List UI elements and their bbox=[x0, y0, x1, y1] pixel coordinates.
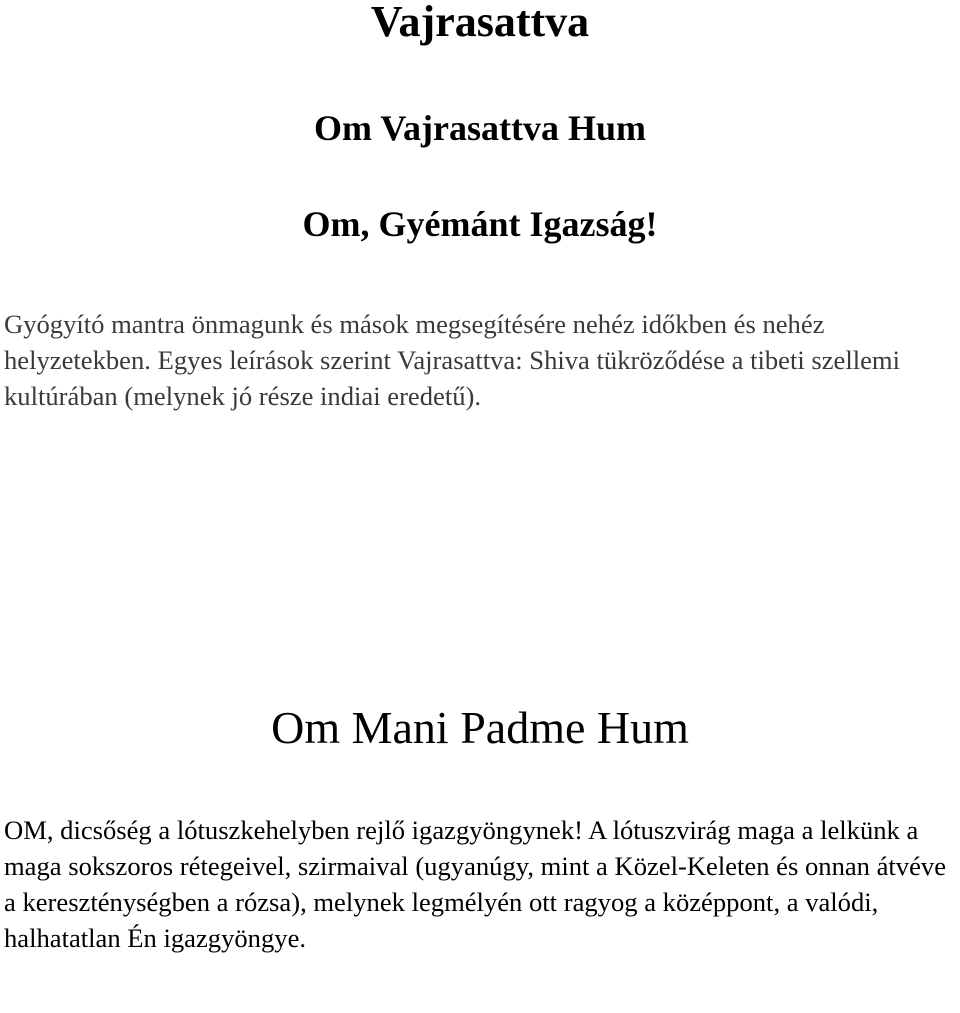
section-title: Om Mani Padme Hum bbox=[271, 702, 689, 753]
mantra-heading: Om Vajrasattva Hum bbox=[314, 108, 646, 148]
section-paragraph: OM, dicsőség a lótuszkehelyben rejlő igazgyöngynek! A lótuszvirág maga a lelkünk a maga sokszoros rétegeivel, szirmaival (ugyanúgy, mint a Közel-Keleten és onnan átvéve a kereszténységben a rózsa), melynek legmélyén ott ragyog a középpont, a valódi, halhatatlan Én igazgyöngye. bbox=[4, 815, 947, 953]
page-title: Vajrasattva bbox=[370, 0, 590, 46]
description-paragraph: Gyógyító mantra önmagunk és mások megsegítésére nehéz időkben és nehéz helyzetekben. Egyes leírások szerint Vajrasattva: Shiva tükröződése a tibeti szellemi kultúrában (melynek jó része indiai eredetű). bbox=[4, 309, 901, 411]
mantra-translation: Om, Gyémánt Igazság! bbox=[302, 204, 658, 244]
